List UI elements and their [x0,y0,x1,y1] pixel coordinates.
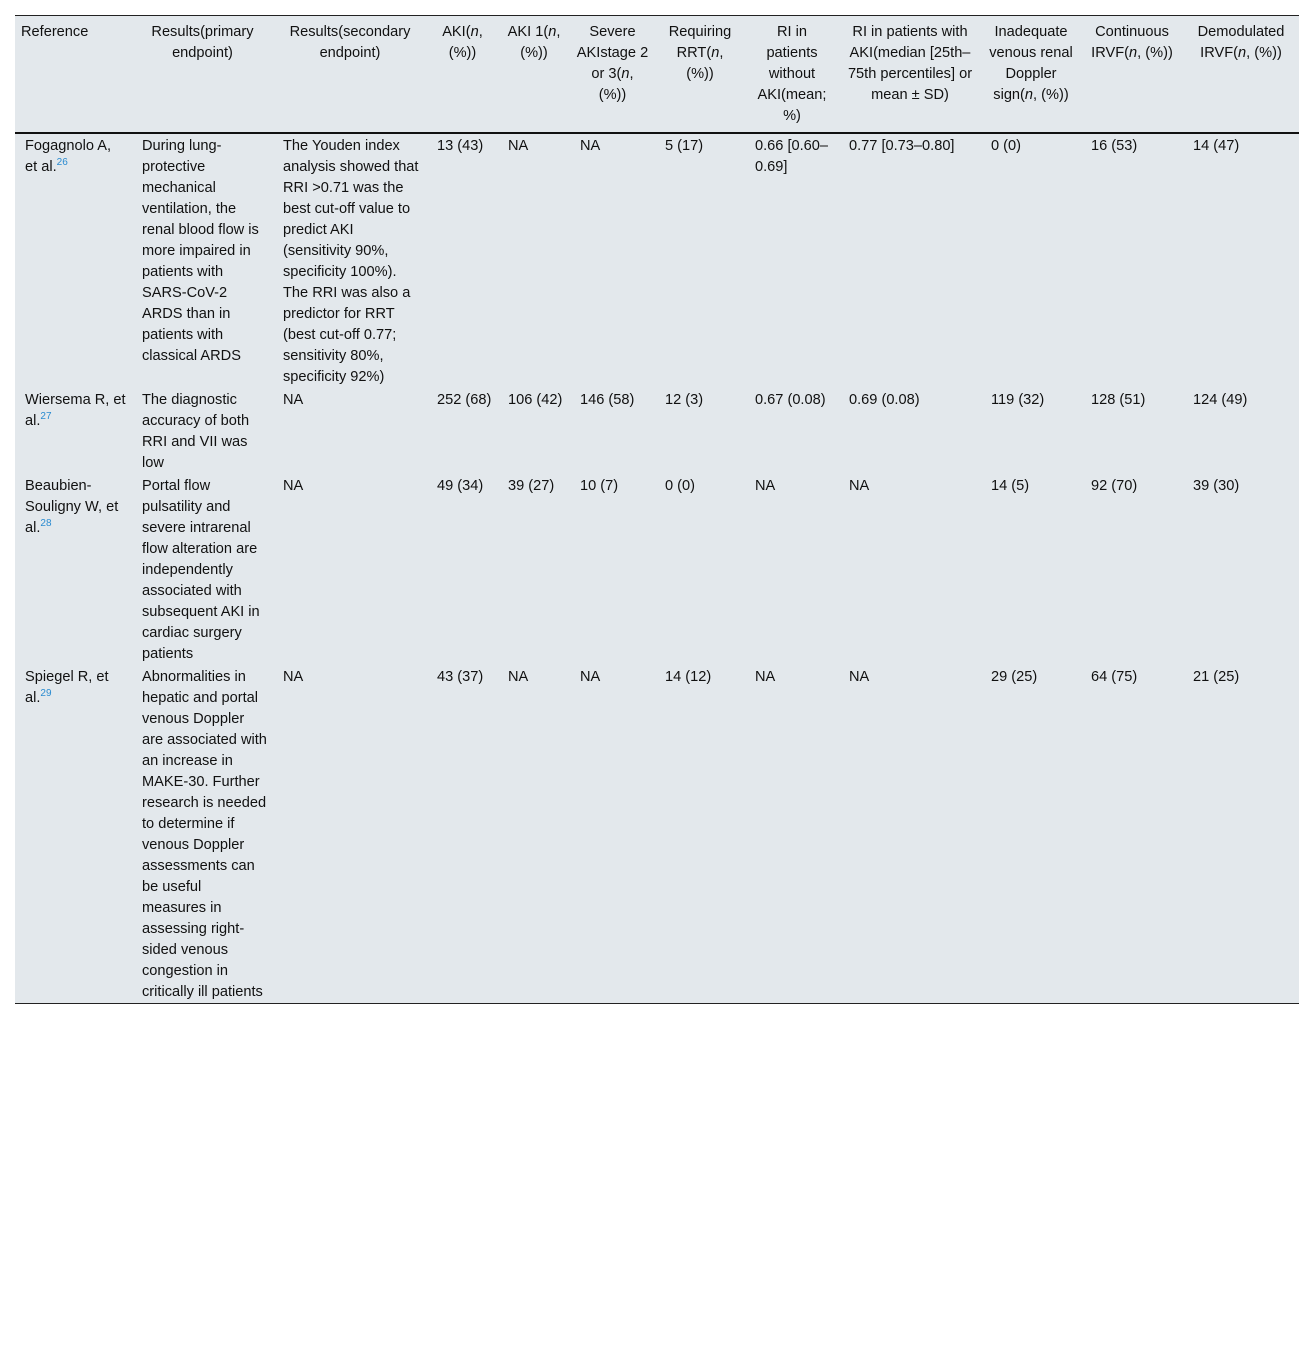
header-row [15,16,1299,134]
cell-continuous-irvf: 64 (75) [1081,665,1183,1004]
header-requiring-rrt: Requiring RRT(n, (%)) [655,16,745,134]
cell-ri-without-aki: 0.66 [0.60–0.69] [755,138,829,175]
cell-demodulated-irvf: 39 (30) [1193,478,1240,494]
cell-inadequate-doppler: 14 (5) [991,478,1030,494]
table-row [15,388,1299,474]
header-severe-aki: Severe AKIstage 2 or 3(n, (%)) [570,16,655,134]
table-header [15,16,1299,134]
cell-ri-with-aki: 0.69 (0.08) [849,392,920,408]
cell-aki: 252 (68) [437,392,492,408]
cell-aki: 43 (37) [427,665,498,1004]
cell-ri-without-aki: NA [745,665,839,1004]
cell-aki-1: 106 (42) [508,392,563,408]
cell-severe-aki: 10 (7) [580,478,619,494]
cell-ri-without-aki: NA [755,478,776,494]
cell-reference: Spiegel R, et al.$^{29}$ [15,665,132,1004]
citation-link[interactable]: 28 [40,518,52,530]
citation-link[interactable]: 26 [56,157,68,169]
cell-primary-endpoint: Portal flow pulsatility and severe intrarenal flow alteration are independently associated with subsequent AKI in cardiac surgery patients [142,478,260,662]
cell-inadequate-doppler: 119 (32) [991,392,1045,408]
cell-primary-endpoint: The diagnostic accuracy of both RRI and VII was low [142,392,250,471]
cell-requiring-rrt: 12 (3) [665,392,704,408]
cell-severe-aki: NA [570,665,655,1004]
cell-ri-with-aki: NA [849,478,870,494]
cell-aki: 49 (34) [437,478,484,494]
header-secondary-endpoint: Results(secondary endpoint) [273,16,427,134]
cell-reference: Beaubien-Souligny W, et al.$^{28}$ [25,478,119,536]
table-row [15,474,1299,665]
cell-severe-aki: 146 (58) [580,392,635,408]
results-table-container [15,15,1299,1004]
header-reference: Reference [15,16,132,134]
citation-link[interactable]: 27 [40,411,52,423]
cell-reference: Fogagnolo A, et al.$^{26}$ [25,138,112,175]
header-aki-1: AKI 1(n, (%)) [498,16,570,134]
cell-aki: 13 (43) [437,138,484,154]
results-table [15,15,1299,1004]
cell-continuous-irvf: 128 (51) [1091,392,1146,408]
cell-ri-without-aki: 0.67 (0.08) [755,392,826,408]
cell-demodulated-irvf: 14 (47) [1193,138,1240,154]
cell-inadequate-doppler: 29 (25) [981,665,1081,1004]
cell-requiring-rrt: 14 (12) [655,665,745,1004]
cell-severe-aki: NA [580,138,601,154]
table-row [15,133,1299,388]
cell-continuous-irvf: 92 (70) [1091,478,1138,494]
header-ri-with-aki: RI in patients with AKI(median [25th–75th percentiles] or mean ± SD) [839,16,981,134]
cell-primary-endpoint: During lung-protective mechanical ventilation, the renal blood flow is more impaired in patients with SARS-CoV-2 ARDS than in patients with classical ARDS [142,138,259,364]
cell-secondary-endpoint: NA [273,665,427,1004]
cell-requiring-rrt: 0 (0) [665,478,696,494]
cell-ri-with-aki: NA [839,665,981,1004]
cell-aki-1: NA [508,138,529,154]
cell-inadequate-doppler: 0 (0) [991,138,1022,154]
cell-continuous-irvf: 16 (53) [1091,138,1138,154]
cell-secondary-endpoint: NA [283,392,304,408]
header-ri-without-aki: RI in patients without AKI(mean; %) [745,16,839,134]
cell-demodulated-irvf: 124 (49) [1193,392,1248,408]
cell-secondary-endpoint: NA [283,478,304,494]
header-primary-endpoint: Results(primary endpoint) [132,16,273,134]
cell-demodulated-irvf: 21 (25) [1183,665,1299,1004]
cell-requiring-rrt: 5 (17) [665,138,704,154]
header-continuous-irvf: Continuous IRVF(n, (%)) [1081,16,1183,134]
cell-primary-endpoint: Abnormalities in hepatic and portal venous Doppler are associated with an increase in MAKE-30. Further research is needed to determine if venous Doppler assessments can be useful measures in assessing right-sided venous congestion in critically ill patients [132,665,273,1004]
table-row [15,665,1299,1004]
cell-reference: Wiersema R, et al.$^{27}$ [25,392,126,429]
cell-secondary-endpoint: The Youden index analysis showed that RRI >0.71 was the best cut-off value to predict AKI (sensitivity 90%, specificity 100%). The RRI was also a predictor for RRT (best cut-off 0.77; sensitivity 80%, specificity 92%) [283,138,419,385]
header-aki: AKI(n, (%)) [427,16,498,134]
cell-aki-1: 39 (27) [508,478,555,494]
table-body [15,133,1299,1004]
cell-ri-with-aki: 0.77 [0.73–0.80] [849,138,955,154]
header-demodulated-irvf: Demodulated IRVF(n, (%)) [1183,16,1299,134]
citation-link[interactable]: 29 [40,688,52,700]
header-inadequate-doppler: Inadequate venous renal Doppler sign(n, (%)) [981,16,1081,134]
cell-aki-1: NA [498,665,570,1004]
